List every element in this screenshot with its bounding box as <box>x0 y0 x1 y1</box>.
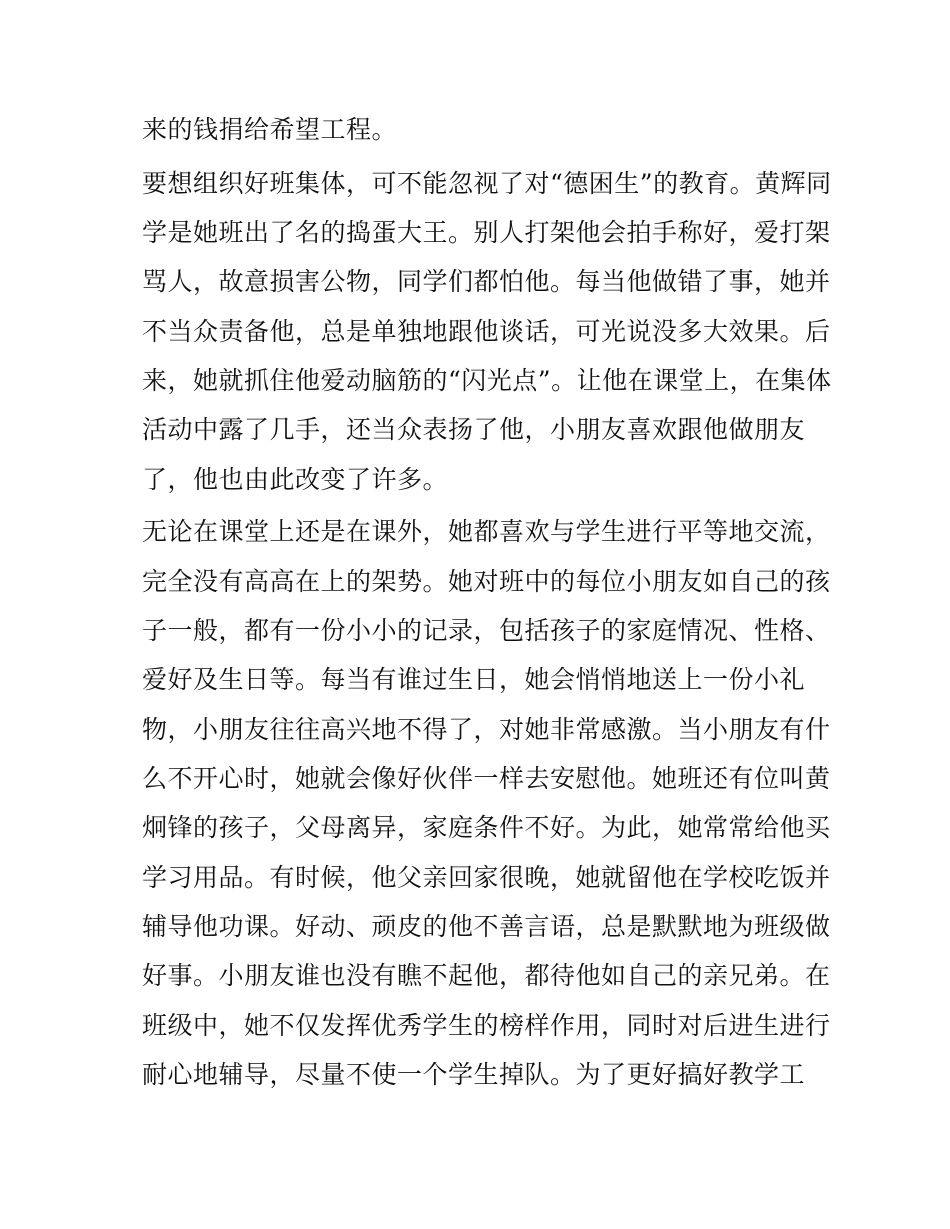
text-line: 了，他也由此改变了许多。 <box>142 465 449 494</box>
text-line: 炯锋的孩子，父母离异，家庭条件不好。为此，她常常给他买 <box>142 813 831 842</box>
text-line: 无论在课堂上还是在课外，她都喜欢与学生进行平等地交流， <box>142 517 831 546</box>
text-line: 辅导他功课。好动、顽皮的他不善言语，总是默默地为班级做 <box>142 912 831 941</box>
text-line: 好事。小朋友谁也没有瞧不起他，都待他如自己的亲兄弟。在 <box>142 961 831 990</box>
text-line: 来，她就抓住他爱动脑筋的“闪光点”。让他在课堂上，在集体 <box>142 366 832 395</box>
text-line: 活动中露了几手，还当众表扬了他，小朋友喜欢跟他做朋友 <box>142 415 806 444</box>
text-line: 要想组织好班集体，可不能忽视了对“德困生”的教育。黄辉同 <box>142 169 832 198</box>
text-line: 耐心地辅导，尽量不使一个学生掉队。为了更好搞好教学工 <box>142 1060 806 1089</box>
text-line: 骂人，故意损害公物，同学们都怕他。每当他做错了事，她并 <box>142 267 831 296</box>
text-line: 物，小朋友往往高兴地不得了，对她非常感激。当小朋友有什 <box>142 715 831 744</box>
text-line: 子一般，都有一份小小的记录，包括孩子的家庭情况、性格、 <box>142 616 831 645</box>
text-line: 爱好及生日等。每当有谁过生日，她会悄悄地送上一份小礼 <box>142 665 806 694</box>
text-line: 不当众责备他，总是单独地跟他谈话，可光说没多大效果。后 <box>142 317 831 346</box>
text-line: 么不开心时，她就会像好伙伴一样去安慰他。她班还有位叫黄 <box>142 764 831 793</box>
text-line: 学习用品。有时候，他父亲回家很晚，她就留他在学校吃饭并 <box>142 863 831 892</box>
text-line: 学是她班出了名的捣蛋大王。别人打架他会拍手称好，爱打架 <box>142 218 831 247</box>
text-line: 班级中，她不仅发挥优秀学生的榜样作用，同时对后进生进行 <box>142 1011 831 1040</box>
text-line: 来的钱捐给希望工程。 <box>142 115 398 144</box>
text-line: 完全没有高高在上的架势。她对班中的每位小朋友如自己的孩 <box>142 567 831 596</box>
